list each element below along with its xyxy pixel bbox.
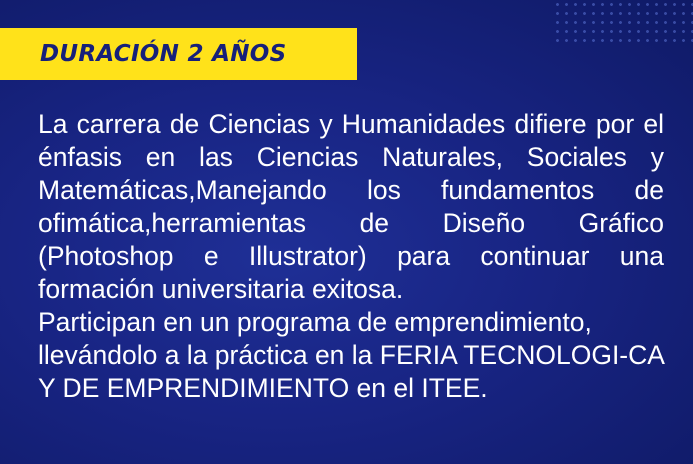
description-paragraph-1: La carrera de Ciencias y Humanidades difiere por el énfasis en las Ciencias Naturales, Sociales y Matemáticas,Manejando los fundamentos de ofimática,herramientas de Diseño Gráfico (Photoshop e Illustrator) para continuar una formación universitaria exitosa.: [38, 109, 664, 304]
decorative-dot-pattern: [553, 0, 693, 48]
program-description: [38, 108, 664, 405]
duration-badge-label: DURACIÓN 2 AÑOS: [40, 41, 287, 67]
description-paragraph-2: Participan en un programa de emprendimiento, llevándolo a la práctica en la FERIA TECNOLOGI-CA Y DE EMPRENDIMIENTO en el ITEE.: [38, 307, 664, 403]
duration-badge: [0, 28, 357, 80]
